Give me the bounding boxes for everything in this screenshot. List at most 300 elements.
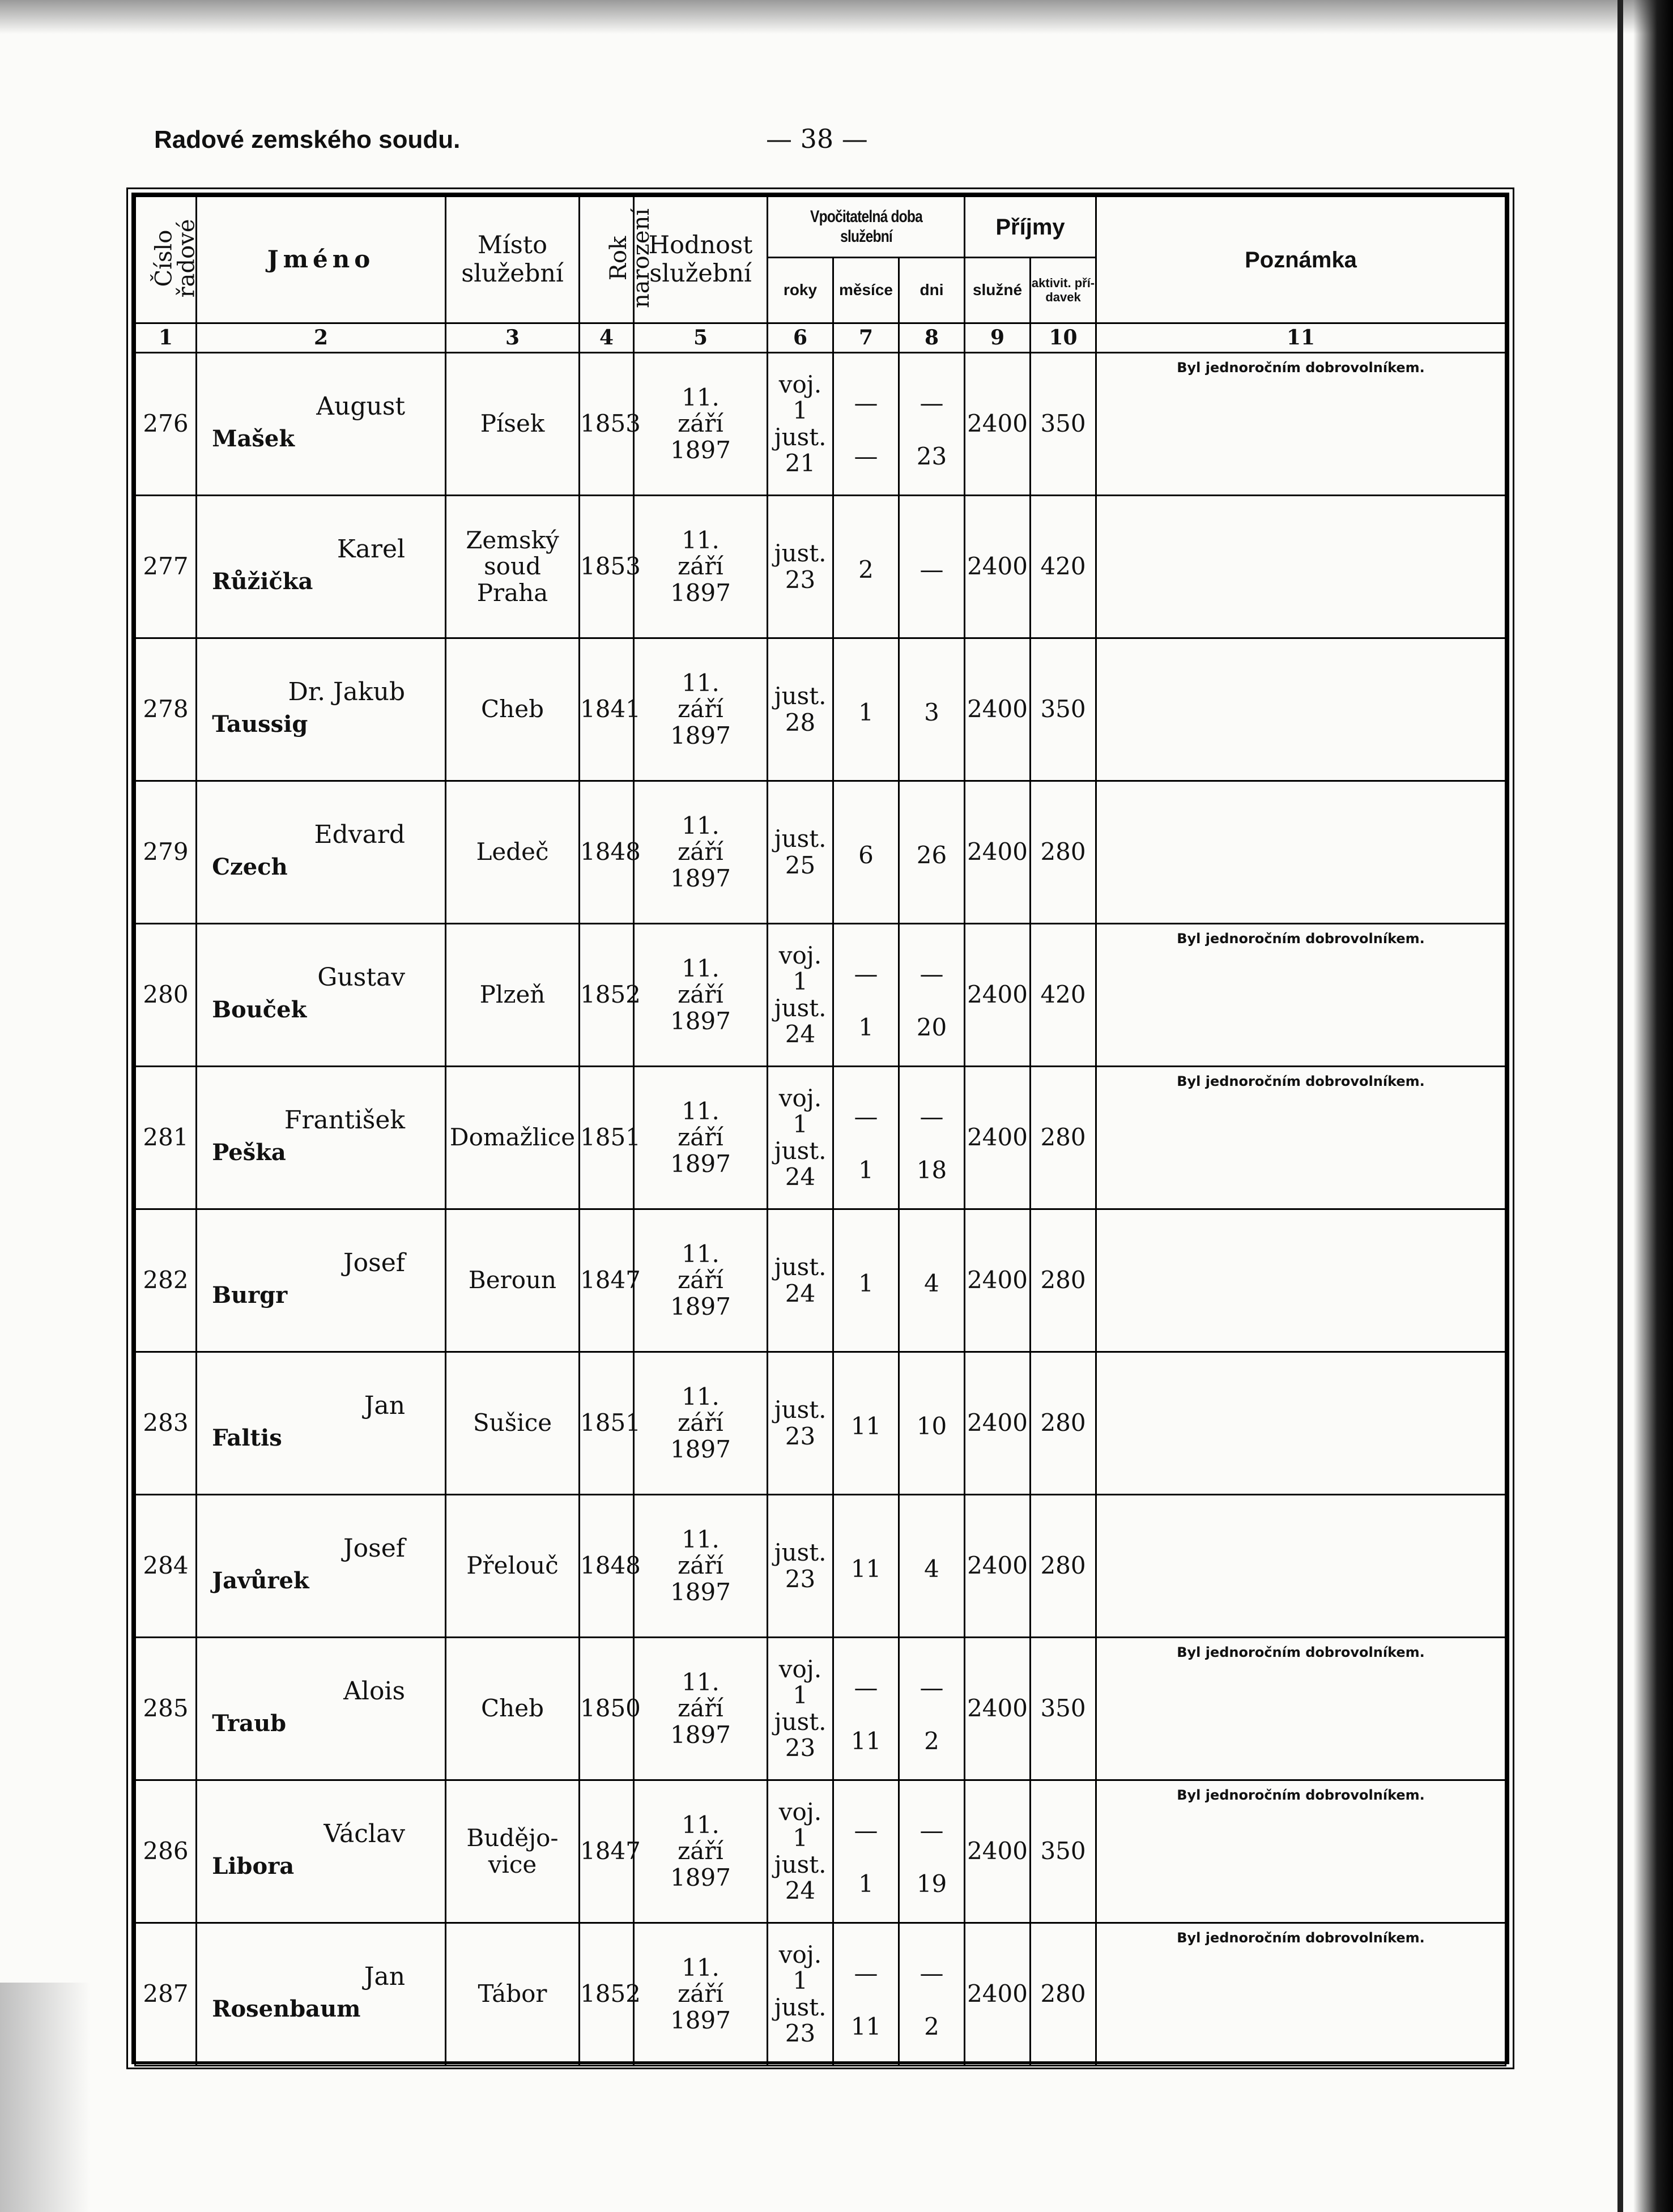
- name-cell: [197, 496, 446, 638]
- service-days-military: —: [919, 960, 944, 988]
- name-cell: [197, 1352, 446, 1495]
- surname: Burgr: [212, 1282, 288, 1309]
- rank-date-line: září: [678, 1266, 723, 1294]
- column-number: 7: [833, 323, 899, 353]
- service-months-justice: —: [854, 442, 878, 471]
- service-days-military: —: [919, 389, 944, 417]
- service-years: [768, 1067, 833, 1209]
- service-label-justice: just.: [774, 1707, 827, 1736]
- service-months: [833, 1495, 899, 1638]
- bonus: 280: [1031, 1495, 1096, 1638]
- service-days: [899, 1067, 965, 1209]
- service-months-military: —: [854, 1816, 878, 1844]
- header-pridavek: aktivit. pří-davek: [1031, 258, 1096, 323]
- service-days-military: —: [919, 1673, 944, 1702]
- duty-place: Budějo-vice: [446, 1780, 580, 1923]
- service-days-justice: 2: [924, 1727, 939, 1755]
- birth-year: 1847: [580, 1780, 634, 1923]
- service-years: [768, 1638, 833, 1780]
- header-rok: Rok narození: [580, 197, 634, 323]
- service-months-justice: 1: [858, 1156, 874, 1184]
- rank-date-line: září: [678, 1980, 723, 2008]
- service-days-military: —: [919, 1959, 944, 1987]
- name-cell: [197, 1067, 446, 1209]
- service-months: [833, 781, 899, 924]
- service-months-military: —: [854, 1673, 878, 1702]
- service-label-justice: just.: [774, 539, 827, 568]
- given-name: Josef: [343, 1248, 406, 1277]
- remark: Byl jednoročním dobrovolníkem.: [1096, 1067, 1506, 1209]
- service-years: [768, 638, 833, 781]
- salary: 2400: [965, 353, 1031, 496]
- service-label-justice: just.: [774, 825, 827, 853]
- service-years-justice: 23: [785, 1733, 816, 1762]
- service-months: [833, 1067, 899, 1209]
- duty-place: Domažlice: [446, 1067, 580, 1209]
- rank-date-line: 11.: [682, 669, 720, 697]
- surname: Bouček: [212, 996, 307, 1024]
- given-name: Dr. Jakub: [288, 677, 406, 706]
- given-name: Alois: [343, 1676, 406, 1706]
- bonus: 420: [1031, 924, 1096, 1067]
- birth-year: 1848: [580, 1495, 634, 1638]
- rank-date-line: 11.: [682, 1668, 720, 1697]
- rank-date-line: září: [678, 1837, 723, 1865]
- salary: 2400: [965, 1067, 1031, 1209]
- rank-date-line: 1897: [670, 1149, 731, 1178]
- surname: Czech: [212, 854, 288, 881]
- remark: [1096, 1209, 1506, 1352]
- rank-date-line: září: [678, 1552, 723, 1580]
- service-years-military: 1: [793, 1110, 808, 1139]
- service-label-military: voj.: [778, 1084, 822, 1113]
- service-years: [768, 1495, 833, 1638]
- column-number: 5: [634, 323, 768, 353]
- given-name: Jan: [364, 1962, 406, 1991]
- service-days-justice: 20: [916, 1013, 947, 1042]
- salary: 2400: [965, 781, 1031, 924]
- column-number: 3: [446, 323, 580, 353]
- row-number: 277: [135, 496, 197, 638]
- service-days: [899, 496, 965, 638]
- rank-date-line: 1897: [670, 578, 731, 607]
- table-row: [135, 1780, 1506, 1923]
- name-cell: [197, 353, 446, 496]
- table-row: [135, 1923, 1506, 2066]
- remark: Byl jednoročním dobrovolníkem.: [1096, 1780, 1506, 1923]
- column-number: 9: [965, 323, 1031, 353]
- name-cell: [197, 1638, 446, 1780]
- service-days: [899, 1923, 965, 2066]
- scan-right-edge: [1633, 0, 1673, 2212]
- given-name: Gustav: [317, 962, 406, 992]
- service-years: [768, 1352, 833, 1495]
- rank-date-line: 1897: [670, 1292, 731, 1320]
- name-cell: [197, 1495, 446, 1638]
- salary: 2400: [965, 1495, 1031, 1638]
- duty-place: Beroun: [446, 1209, 580, 1352]
- service-years-justice: 24: [785, 1279, 816, 1307]
- service-days-justice: 10: [916, 1412, 947, 1440]
- name-cell: [197, 1780, 446, 1923]
- service-days-justice: 23: [916, 442, 947, 471]
- column-number: 10: [1031, 323, 1096, 353]
- surname: Javůrek: [212, 1567, 309, 1595]
- bonus: 350: [1031, 1638, 1096, 1780]
- service-days: [899, 1780, 965, 1923]
- service-months: [833, 496, 899, 638]
- service-label-justice: just.: [774, 1396, 827, 1424]
- rank-date-line: 11.: [682, 1383, 720, 1411]
- remark: Byl jednoročním dobrovolníkem.: [1096, 924, 1506, 1067]
- service-days-justice: 19: [916, 1870, 947, 1898]
- service-years: [768, 1209, 833, 1352]
- header-hodnost: Hodnost služební: [634, 197, 768, 323]
- service-days-justice: 26: [916, 841, 947, 870]
- row-number: 276: [135, 353, 197, 496]
- salary: 2400: [965, 1352, 1031, 1495]
- rank-date-line: 1897: [670, 864, 731, 892]
- service-days-justice: —: [919, 556, 944, 584]
- service-months-justice: 11: [850, 1555, 882, 1583]
- rank-date-line: září: [678, 1409, 723, 1437]
- table-row: [135, 496, 1506, 638]
- service-months: [833, 924, 899, 1067]
- salary: 2400: [965, 1209, 1031, 1352]
- remark: Byl jednoročním dobrovolníkem.: [1096, 1923, 1506, 2066]
- rank-date-line: září: [678, 1694, 723, 1723]
- birth-year: 1847: [580, 1209, 634, 1352]
- service-label-justice: just.: [774, 1993, 827, 2021]
- service-label-military: voj.: [778, 941, 822, 970]
- name-cell: [197, 781, 446, 924]
- rank-date-line: 11.: [682, 1097, 720, 1126]
- name-cell: [197, 924, 446, 1067]
- name-cell: [197, 1923, 446, 2066]
- salary: 2400: [965, 924, 1031, 1067]
- service-months-military: —: [854, 389, 878, 417]
- running-head: Radové zemského soudu.: [154, 126, 461, 154]
- service-label-justice: just.: [774, 1538, 827, 1567]
- duty-place: Ledeč: [446, 781, 580, 924]
- salary: 2400: [965, 496, 1031, 638]
- table-row: [135, 638, 1506, 781]
- rank-date-line: 11.: [682, 526, 720, 555]
- service-label-justice: just.: [774, 682, 827, 710]
- birth-year: 1852: [580, 1923, 634, 2066]
- service-years-military: 1: [793, 1967, 808, 1995]
- rank-date-line: 11.: [682, 383, 720, 412]
- rank-date: [634, 1638, 768, 1780]
- rank-date-line: 1897: [670, 1863, 731, 1891]
- service-label-justice: just.: [774, 1253, 827, 1281]
- remark: [1096, 496, 1506, 638]
- service-label-justice: just.: [774, 423, 827, 451]
- service-days: [899, 353, 965, 496]
- duty-place: Písek: [446, 353, 580, 496]
- surname: Rosenbaum: [212, 1996, 361, 2023]
- service-days: [899, 781, 965, 924]
- remark: Byl jednoročním dobrovolníkem.: [1096, 353, 1506, 496]
- service-months-justice: 11: [850, 1727, 882, 1755]
- service-years-military: 1: [793, 397, 808, 425]
- remark: [1096, 781, 1506, 924]
- surname: Mašek: [212, 425, 295, 453]
- row-number: 284: [135, 1495, 197, 1638]
- rank-date-line: září: [678, 838, 723, 866]
- service-days-military: —: [919, 1816, 944, 1844]
- row-number: 286: [135, 1780, 197, 1923]
- remark: Byl jednoročním dobrovolníkem.: [1096, 1638, 1506, 1780]
- surname: Taussig: [212, 711, 308, 738]
- rank-date: [634, 1209, 768, 1352]
- table-row: [135, 1495, 1506, 1638]
- row-number: 287: [135, 1923, 197, 2066]
- header-cislo: Číslo řadové: [135, 197, 197, 323]
- service-days-justice: 2: [924, 2013, 939, 2041]
- row-number: 283: [135, 1352, 197, 1495]
- rank-date: [634, 1495, 768, 1638]
- duty-place: Přelouč: [446, 1495, 580, 1638]
- service-years: [768, 1780, 833, 1923]
- remark: [1096, 1495, 1506, 1638]
- service-years-justice: 28: [785, 708, 816, 736]
- salary: 2400: [965, 1638, 1031, 1780]
- service-days-military: —: [919, 1102, 944, 1131]
- rank-date-line: září: [678, 695, 723, 723]
- rank-date-line: 11.: [682, 1811, 720, 1839]
- scan-right-fold-line: [1617, 0, 1623, 2212]
- service-years-military: 1: [793, 968, 808, 996]
- given-name: Josef: [343, 1533, 406, 1563]
- surname: Růžička: [212, 568, 313, 595]
- table-row: [135, 1638, 1506, 1780]
- rank-date-line: září: [678, 981, 723, 1009]
- duty-place: Cheb: [446, 1638, 580, 1780]
- service-months-justice: 11: [850, 2013, 882, 2041]
- service-years-justice: 21: [785, 449, 816, 477]
- table-row: [135, 924, 1506, 1067]
- service-months-justice: 1: [858, 698, 874, 727]
- service-months-justice: 11: [850, 1412, 882, 1440]
- service-years-justice: 24: [785, 1876, 816, 1904]
- service-months-justice: 1: [858, 1013, 874, 1042]
- service-years-justice: 24: [785, 1162, 816, 1191]
- service-years-justice: 25: [785, 851, 816, 879]
- table-row: [135, 781, 1506, 924]
- name-cell: [197, 638, 446, 781]
- rank-date: [634, 924, 768, 1067]
- service-years: [768, 496, 833, 638]
- service-label-military: voj.: [778, 1655, 822, 1683]
- row-number: 280: [135, 924, 197, 1067]
- bonus: 280: [1031, 1209, 1096, 1352]
- given-name: Jan: [364, 1391, 406, 1420]
- rank-date-line: 11.: [682, 954, 720, 983]
- duty-place: Tábor: [446, 1923, 580, 2066]
- row-number: 281: [135, 1067, 197, 1209]
- service-days: [899, 1352, 965, 1495]
- service-months: [833, 1780, 899, 1923]
- rank-date-line: 11.: [682, 1240, 720, 1268]
- rank-date-line: 11.: [682, 1954, 720, 1982]
- scan-left-shadow: [0, 1983, 91, 2212]
- service-label-justice: just.: [774, 1850, 827, 1878]
- rank-date: [634, 1067, 768, 1209]
- service-years: [768, 353, 833, 496]
- column-number: 11: [1096, 323, 1506, 353]
- rank-date-line: 1897: [670, 1007, 731, 1035]
- page-number: — 38 —: [766, 123, 868, 154]
- salary: 2400: [965, 1780, 1031, 1923]
- column-number: 4: [580, 323, 634, 353]
- service-months: [833, 1638, 899, 1780]
- rank-date-line: září: [678, 1123, 723, 1152]
- table-row: [135, 1209, 1506, 1352]
- surname: Traub: [212, 1710, 287, 1737]
- given-name: Edvard: [314, 820, 406, 849]
- bonus: 280: [1031, 781, 1096, 924]
- header-dni: dni: [899, 258, 965, 323]
- birth-year: 1850: [580, 1638, 634, 1780]
- rank-date: [634, 1352, 768, 1495]
- rank-date-line: 11.: [682, 812, 720, 840]
- birth-year: 1853: [580, 353, 634, 496]
- service-years-justice: 23: [785, 565, 816, 594]
- service-years: [768, 781, 833, 924]
- bonus: 280: [1031, 1923, 1096, 2066]
- service-years-justice: 23: [785, 1565, 816, 1593]
- rank-date-line: 1897: [670, 721, 731, 749]
- duty-place: Sušice: [446, 1352, 580, 1495]
- service-months-justice: 1: [858, 1269, 874, 1298]
- service-months-justice: 1: [858, 1870, 874, 1898]
- birth-year: 1848: [580, 781, 634, 924]
- header-sluzne: služné: [965, 258, 1031, 323]
- salary: 2400: [965, 638, 1031, 781]
- rank-date-line: 11.: [682, 1525, 720, 1554]
- table-row: [135, 1352, 1506, 1495]
- rank-date: [634, 638, 768, 781]
- remark: [1096, 1352, 1506, 1495]
- row-number: 278: [135, 638, 197, 781]
- bonus: 280: [1031, 1067, 1096, 1209]
- bonus: 350: [1031, 1780, 1096, 1923]
- service-days: [899, 638, 965, 781]
- rank-date-line: 1897: [670, 2006, 731, 2034]
- name-cell: [197, 1209, 446, 1352]
- header-doba: Vpočitatelná doba služební: [785, 197, 947, 258]
- rank-date-line: září: [678, 552, 723, 581]
- duty-place: Cheb: [446, 638, 580, 781]
- column-number: 2: [197, 323, 446, 353]
- ledger-table: [131, 193, 1509, 2064]
- rank-date-line: září: [678, 410, 723, 438]
- table-row: [135, 353, 1506, 496]
- bonus: 420: [1031, 496, 1096, 638]
- service-months: [833, 638, 899, 781]
- header-mesice: měsíce: [833, 258, 899, 323]
- row-number: 279: [135, 781, 197, 924]
- service-days-justice: 4: [924, 1555, 939, 1583]
- service-years-justice: 24: [785, 1020, 816, 1048]
- salary: 2400: [965, 1923, 1031, 2066]
- header-misto: Místo služební: [446, 197, 580, 323]
- service-days-justice: 18: [916, 1156, 947, 1184]
- service-months: [833, 353, 899, 496]
- rank-date: [634, 781, 768, 924]
- surname: Libora: [212, 1853, 295, 1880]
- service-years: [768, 924, 833, 1067]
- remark: [1096, 638, 1506, 781]
- rank-date: [634, 496, 768, 638]
- service-label-military: voj.: [778, 370, 822, 399]
- surname: Peška: [212, 1139, 286, 1166]
- service-days: [899, 1209, 965, 1352]
- header-poznamka: Poznámka: [1096, 197, 1506, 323]
- header-prijmy: Příjmy: [965, 197, 1096, 258]
- bonus: 350: [1031, 638, 1096, 781]
- rank-date: [634, 353, 768, 496]
- header-jmeno: Jméno: [197, 197, 446, 323]
- table-row: [135, 1067, 1506, 1209]
- birth-year: 1852: [580, 924, 634, 1067]
- service-months-military: —: [854, 1102, 878, 1131]
- service-years-military: 1: [793, 1681, 808, 1710]
- given-name: Karel: [337, 534, 406, 564]
- given-name: August: [316, 391, 406, 421]
- service-days-justice: 3: [924, 698, 939, 727]
- row-number: 282: [135, 1209, 197, 1352]
- service-years-military: 1: [793, 1824, 808, 1852]
- service-months-justice: 2: [858, 556, 874, 584]
- rank-date-line: 1897: [670, 1435, 731, 1463]
- given-name: František: [284, 1105, 406, 1135]
- service-label-military: voj.: [778, 1941, 822, 1969]
- service-label-justice: just.: [774, 994, 827, 1022]
- given-name: Václav: [323, 1819, 406, 1848]
- column-number: 6: [768, 323, 833, 353]
- birth-year: 1841: [580, 638, 634, 781]
- rank-date-line: 1897: [670, 436, 731, 464]
- service-months-military: —: [854, 1959, 878, 1987]
- service-months: [833, 1923, 899, 2066]
- service-months: [833, 1209, 899, 1352]
- service-months-military: —: [854, 960, 878, 988]
- service-days: [899, 1638, 965, 1780]
- service-days: [899, 1495, 965, 1638]
- surname: Faltis: [212, 1425, 282, 1452]
- rank-date-line: 1897: [670, 1720, 731, 1749]
- service-years: [768, 1923, 833, 2066]
- scan-top-shadow: [0, 0, 1673, 34]
- column-number: 1: [135, 323, 197, 353]
- service-months: [833, 1352, 899, 1495]
- bonus: 350: [1031, 353, 1096, 496]
- rank-date-line: 1897: [670, 1578, 731, 1606]
- header-roky: roky: [768, 258, 833, 323]
- service-years-justice: 23: [785, 2019, 816, 2047]
- service-days: [899, 924, 965, 1067]
- rank-date: [634, 1923, 768, 2066]
- birth-year: 1851: [580, 1352, 634, 1495]
- column-number: 8: [899, 323, 965, 353]
- service-days-justice: 4: [924, 1269, 939, 1298]
- row-number: 285: [135, 1638, 197, 1780]
- duty-place: Plzeň: [446, 924, 580, 1067]
- birth-year: 1853: [580, 496, 634, 638]
- service-months-justice: 6: [858, 841, 874, 870]
